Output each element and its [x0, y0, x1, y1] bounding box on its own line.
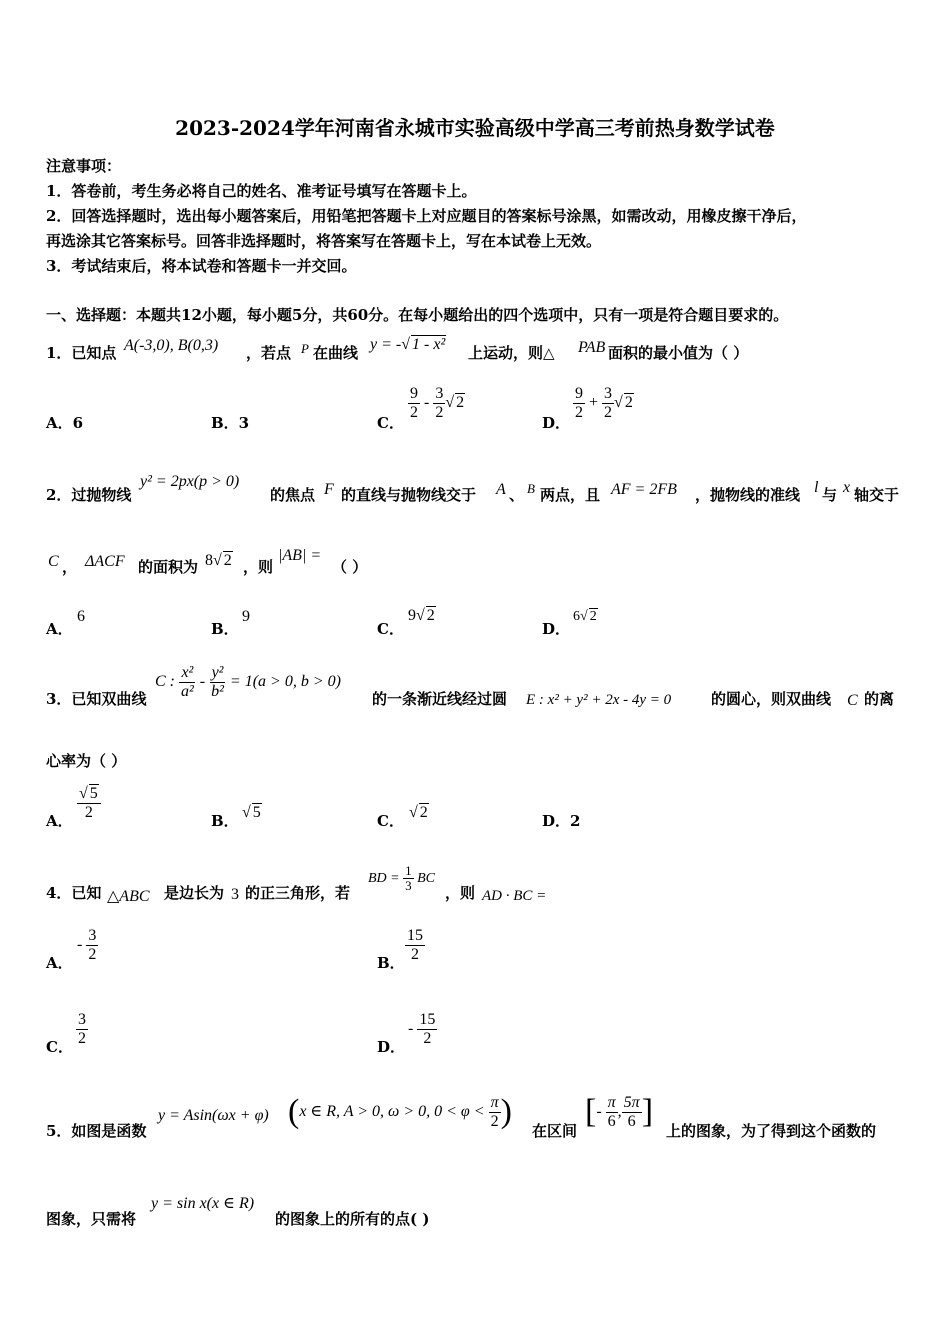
q4-option-c-label: C．: [46, 1038, 73, 1056]
q4-option-b-label: B．: [377, 954, 405, 972]
q5-text-5: 的图象上的所有的点( ): [275, 1210, 430, 1228]
q2-text-1: 2．过抛物线: [46, 486, 132, 504]
q1-text-3: 在曲线: [313, 344, 359, 362]
q4-dot-product: AD · BC =: [482, 888, 547, 904]
q2-point-a: A: [496, 481, 506, 498]
q2-text-5: ，抛物线的准线: [695, 486, 801, 504]
q2-option-d-label: D．: [542, 620, 571, 638]
q2-option-d-value: 6√ 2: [573, 609, 597, 624]
q5-condition: (x ∈ R, A > 0, ω > 0, 0 < φ < $\frac{\pi}{2}$ ): [288, 1093, 512, 1131]
q1-option-d-value: $\frac{9}{2}$ + $\frac{3}{2}$ √ 2: [575, 385, 633, 421]
q4-option-a-value: - $\frac{3}{2}$: [77, 927, 97, 963]
q1-text-4: 上运动，则△: [468, 344, 555, 362]
notice-item-1: 1．答卷前，考生务必将自己的姓名、准考证号填写在答题卡上。: [46, 182, 477, 200]
q4-triangle: △ABC: [107, 888, 150, 905]
q2-option-c-label: C．: [377, 620, 404, 638]
q2-text-8: 的面积为: [138, 558, 199, 576]
q4-text-4: ，则: [445, 884, 476, 902]
q3-option-a-value: $\frac{√ 5}{2}$: [77, 784, 101, 821]
q2-directrix: l: [814, 479, 819, 496]
q3-option-c-value: √ 2: [409, 804, 428, 821]
q2-text-4: 两点，且: [540, 486, 601, 504]
notice-item-2b: 再选涂其它答案标号。回答非选择题时，将答案写在答题卡上，写在本试卷上无效。: [46, 232, 602, 250]
section-heading: 一、选择题：本题共12小题，每小题5分，共60分。在每小题给出的四个选项中，只有一项是符合题目要求的。: [46, 306, 789, 324]
q1-text-2: ，若点: [246, 344, 292, 362]
q1-option-c-label: C．: [377, 414, 404, 432]
q4-option-d-value: - $\frac{15}{2}$: [408, 1011, 436, 1047]
q2-option-a-label: A．: [46, 620, 73, 638]
q3-text-2: 的一条渐近线经过圆: [372, 690, 508, 708]
q4-option-a-label: A．: [46, 954, 73, 972]
q2-relation: AF = 2FB: [611, 481, 677, 498]
q3-option-a-label: A．: [46, 812, 73, 830]
q1-text-5: 面积的最小值为（ ）: [608, 344, 749, 362]
q4-text-2: 是边长为: [164, 884, 225, 902]
q3-option-d: D．2: [542, 812, 581, 830]
q4-side: 3: [231, 886, 239, 903]
q2-text-3: 的直线与抛物线交于: [341, 486, 477, 504]
q2-area: 8√ 2: [205, 552, 232, 569]
q2-x-axis: x: [843, 479, 851, 496]
q1-points: A(-3,0), B(0,3): [124, 337, 219, 354]
q4-text-3: 的正三角形，若: [245, 884, 351, 902]
q5-text-2: 在区间: [532, 1122, 578, 1140]
q2-sep: 、: [509, 486, 525, 504]
q2-option-c-value: 9√ 2: [408, 607, 435, 624]
q2-point-b: B: [527, 481, 535, 496]
q3-text-4: 的离: [864, 690, 895, 708]
q1-text-1: 1．已知点: [46, 344, 117, 362]
q4-option-b-value: $\frac{15}{2}$: [407, 927, 423, 963]
notice-heading: 注意事项：: [46, 157, 122, 175]
notice-item-3: 3．考试结束后，将本试卷和答题卡一并交回。: [46, 257, 357, 275]
q3-option-b-value: √ 5: [242, 804, 261, 821]
q2-text-7: 轴交于: [854, 486, 900, 504]
q2-ab-length: |AB| =: [278, 547, 322, 564]
q2-point-c: C: [48, 553, 59, 570]
q5-function: y = Asin(ωx + φ): [158, 1107, 269, 1124]
q2-option-b-value: 9: [242, 608, 250, 625]
q2-comma: ，: [62, 558, 78, 576]
q5-text-4: 图象，只需将: [46, 1210, 137, 1228]
q1-option-a: A．6: [46, 414, 84, 432]
notice-item-2a: 2．回答选择题时，选出每小题答案后，用铅笔把答题卡上对应题目的答案标号涂黑，如需改动，用橡皮擦干净后，: [46, 207, 807, 225]
q3-hyperbola: C : $\frac{\text{x²}}{\text{a²}}$ - $\frac{\text{y²}}{\text{b²}}$ = 1(a > 0, b > 0): [155, 664, 341, 700]
q4-bd-relation: BD = $\frac{1}{3}$ BC: [368, 863, 435, 894]
q5-text-1: 5．如图是函数: [46, 1122, 147, 1140]
q2-parabola: y² = 2px(p > 0): [140, 473, 240, 490]
q1-triangle: PAB: [578, 339, 606, 356]
page-title: 2023-2024学年河南省永城市实验高级中学高三考前热身数学试卷: [175, 116, 775, 140]
q5-text-3: 上的图象，为了得到这个函数的: [666, 1122, 877, 1140]
q1-option-b: B．3: [211, 414, 250, 432]
q3-option-b-label: B．: [211, 812, 239, 830]
q3-text-5: 心率为（ ）: [46, 752, 127, 770]
q3-curve-c: C: [847, 692, 858, 709]
q2-option-b-label: B．: [211, 620, 239, 638]
q3-option-c-label: C．: [377, 812, 404, 830]
q4-option-c-value: $\frac{3}{2}$: [78, 1011, 86, 1047]
q2-text-10: （ ）: [332, 558, 368, 576]
q2-triangle: ΔACF: [85, 553, 125, 570]
q5-interval: [- $\frac{\pi}{6}$ , $\frac{5\pi}{6}$ ]: [585, 1093, 654, 1131]
q1-option-c-value: $\frac{9}{2}$ - $\frac{3}{2}$ √ 2: [410, 385, 465, 421]
q5-sin-function: y = sin x(x ∈ R): [151, 1195, 255, 1212]
q2-text-2: 的焦点: [270, 486, 316, 504]
q1-curve: y = -√ 1 - x²: [370, 336, 446, 353]
q4-text-1: 4．已知: [46, 884, 102, 902]
q2-text-9: ，则: [243, 558, 274, 576]
q3-text-3: 的圆心，则双曲线: [711, 690, 832, 708]
q2-focus: F: [324, 481, 334, 498]
q1-point-p: P: [301, 341, 309, 356]
q3-circle: E : x² + y² + 2x - 4y = 0: [526, 692, 672, 708]
q1-option-d-label: D．: [542, 414, 571, 432]
q2-text-6: 与: [822, 486, 838, 504]
q3-text-1: 3．已知双曲线: [46, 690, 147, 708]
q2-option-a-value: 6: [77, 608, 85, 625]
q4-option-d-label: D．: [377, 1038, 406, 1056]
